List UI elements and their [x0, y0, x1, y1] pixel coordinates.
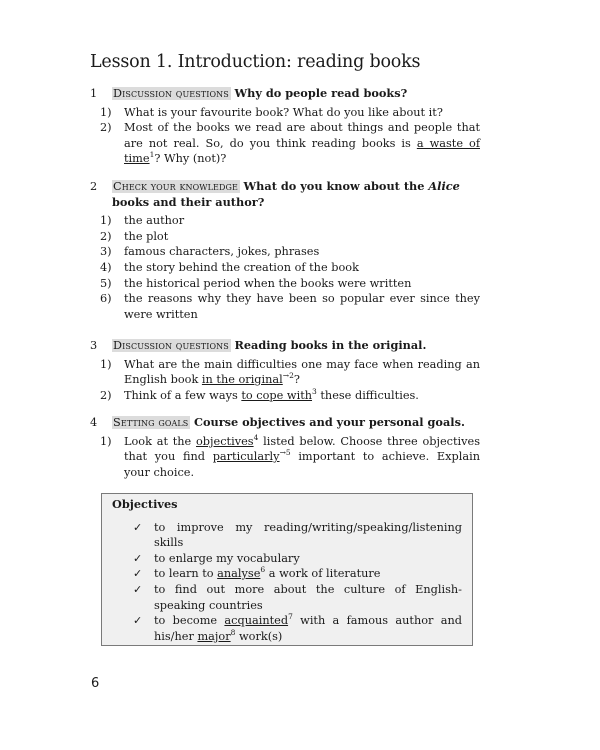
- checkmark-icon: ✓: [133, 582, 143, 596]
- vocab-term: a waste of time: [124, 136, 480, 166]
- list-item: 4) the story behind the creation of the book: [100, 260, 359, 274]
- section-heading: [90, 179, 480, 210]
- objective-item: ✓ to improve my reading/writing/speaking/listening skills: [133, 520, 462, 550]
- section-number: 4: [90, 416, 98, 429]
- section-heading: [90, 415, 480, 431]
- objective-item: ✓ to become acquainted$^7$ with a famous author and his/her major$^8$ work(s): [133, 612, 462, 643]
- objective-item: ✓ to enlarge my vocabulary: [133, 551, 300, 565]
- section-4: [90, 415, 480, 480]
- vocab-term: objectives: [196, 434, 254, 448]
- section-question: Reading books in the original.: [234, 338, 427, 352]
- item-number: 2): [100, 121, 112, 135]
- list-item: 1) Look at the objectives$^4$ listed below. Choose three objectives that you find particularly$^{\to 5}$ important to achieve. Explain your choice.: [100, 432, 481, 479]
- vocab-term: acquainted: [224, 614, 289, 628]
- section-question: Course objectives and your personal goals.: [193, 415, 465, 429]
- section-1: [90, 86, 480, 167]
- footnote-ref: 4: [253, 432, 259, 442]
- vocab-term: analyse: [217, 567, 261, 581]
- lesson-title: Lesson 1. Introduction: reading books: [90, 52, 421, 72]
- checkmark-icon: ✓: [133, 567, 143, 581]
- section-tag: Discussion questions: [113, 339, 229, 352]
- list-item: 1) the author: [100, 214, 185, 228]
- list-item: [90, 120, 480, 167]
- objective-item: ✓ to find out more about the culture of English-speaking countries: [133, 582, 462, 612]
- vocab-term: to cope with: [241, 388, 313, 402]
- footnote-ref: 7: [288, 612, 293, 622]
- question-list: [90, 213, 480, 322]
- section-tag: Discussion questions: [113, 87, 229, 100]
- item-text: Most of the books we read are about things and people that are not real. So, do you think reading books is: [124, 121, 480, 150]
- section-heading: [90, 86, 480, 102]
- section-number: 1: [90, 87, 98, 100]
- footnote-ref: 8: [230, 627, 236, 637]
- item-number: 1): [100, 105, 112, 119]
- list-item: 1) What are the main difficulties one may face when reading an English book in the original$^{\to 2}$?: [100, 357, 480, 387]
- list-item: 5) the historical period when the books were written: [100, 276, 412, 290]
- list-item: 2) Think of a few ways to cope with$^3$ these difficulties.: [100, 387, 419, 402]
- section-heading: [90, 338, 480, 354]
- checkmark-icon: ✓: [133, 520, 143, 534]
- list-item: 3) famous characters, jokes, phrases: [100, 245, 320, 259]
- item-text: What is your favourite book? What do you like about it?: [124, 105, 443, 119]
- objective-item: ✓ to learn to analyse$^6$ a work of literature: [133, 565, 381, 581]
- question-list: [90, 357, 480, 404]
- item-text: ? Why (not)?: [154, 152, 227, 166]
- vocab-term: particularly: [212, 450, 280, 464]
- footnote-ref: 3: [312, 387, 317, 397]
- footnote-ref: 1: [149, 150, 155, 160]
- footnote-ref: →5: [279, 448, 291, 458]
- objectives-box: [101, 493, 473, 646]
- section-tag: Setting goals: [113, 416, 189, 429]
- vocab-term: in the original: [201, 373, 283, 387]
- checkmark-icon: ✓: [133, 614, 143, 628]
- section-question: Why do people read books?: [234, 86, 408, 100]
- section-question: What do you know about the Alice books and their author?: [112, 179, 460, 209]
- section-tag: Check your knowledge: [113, 180, 238, 193]
- objectives-list: [102, 520, 472, 645]
- list-item: [90, 105, 480, 121]
- list-item: 2) the plot: [100, 229, 169, 243]
- question-list: [90, 434, 480, 481]
- list-item: 6) the reasons why they have been so popular ever since they were written: [100, 292, 480, 321]
- footnote-ref: →2: [282, 371, 294, 381]
- checkmark-icon: ✓: [133, 551, 143, 565]
- section-3: [90, 338, 480, 403]
- vocab-term: major: [197, 629, 231, 643]
- footnote-ref: 6: [260, 565, 266, 575]
- page-number: 6: [91, 676, 100, 691]
- section-number: 2: [90, 180, 98, 193]
- section-2: [90, 179, 480, 322]
- question-list: [90, 105, 480, 167]
- objectives-title: Objectives: [112, 497, 178, 511]
- section-number: 3: [90, 339, 98, 352]
